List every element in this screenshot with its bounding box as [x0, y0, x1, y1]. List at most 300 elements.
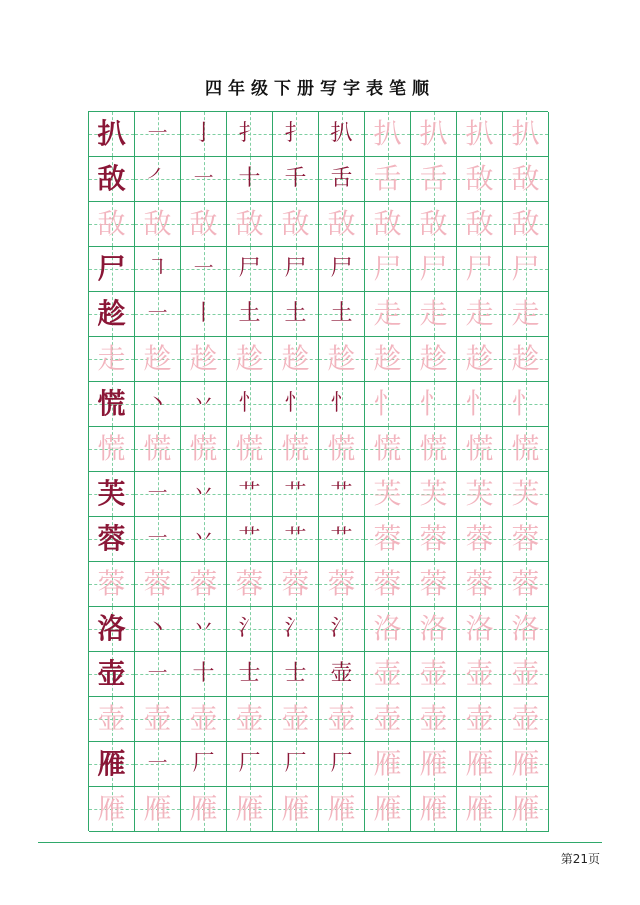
stroke-step: 丶 [146, 616, 169, 641]
grid-cell [457, 607, 503, 652]
grid-cell [365, 247, 411, 292]
grid-cell [227, 382, 273, 427]
stroke-step: ㇐ [192, 166, 215, 191]
stroke-step: 壶 [373, 657, 402, 690]
grid-cell [227, 157, 273, 202]
grid-cell [181, 427, 227, 472]
trace-character: 蓉 [511, 567, 540, 600]
stroke-step: 壶 [330, 661, 353, 686]
trace-character: 敌 [143, 207, 172, 240]
grid-cell [89, 157, 135, 202]
trace-character: 雁 [373, 792, 402, 825]
grid-cell [411, 112, 457, 157]
grid-cell [411, 157, 457, 202]
stroke-step: 尸 [511, 252, 540, 285]
trace-character: 蓉 [419, 567, 448, 600]
stroke-step: 洛 [419, 612, 448, 645]
grid-cell [411, 607, 457, 652]
stroke-step: 洛 [511, 612, 540, 645]
trace-character: 敌 [97, 207, 126, 240]
trace-character: 趁 [281, 342, 310, 375]
grid-cell [273, 157, 319, 202]
stroke-step: ㇐ [146, 526, 169, 551]
grid-cell [89, 427, 135, 472]
stroke-step: 厂 [284, 751, 307, 776]
trace-character: 蓉 [189, 567, 218, 600]
grid-cell [503, 337, 549, 382]
grid-cell [503, 202, 549, 247]
practice-character: 芙 [97, 477, 126, 510]
grid-cell [365, 742, 411, 787]
grid-cell [273, 652, 319, 697]
stroke-step: 舌 [373, 162, 402, 195]
trace-character: 慌 [189, 432, 218, 465]
stroke-step: 洛 [465, 612, 494, 645]
grid-cell [89, 382, 135, 427]
stroke-step: 艹 [238, 481, 261, 506]
grid-cell [89, 202, 135, 247]
stroke-step: 蓉 [465, 522, 494, 555]
stroke-step: 蓉 [373, 522, 402, 555]
trace-character: 雁 [511, 792, 540, 825]
grid-cell [273, 202, 319, 247]
grid-cell [365, 652, 411, 697]
practice-character: 慌 [97, 387, 126, 420]
grid-cell [181, 742, 227, 787]
grid-cell [319, 292, 365, 337]
grid-cell [411, 337, 457, 382]
grid-cell [411, 247, 457, 292]
trace-character: 趁 [465, 342, 494, 375]
grid-cell [181, 157, 227, 202]
grid-cell [273, 292, 319, 337]
grid-cell [503, 697, 549, 742]
stroke-step: 洛 [373, 612, 402, 645]
grid-cell [411, 472, 457, 517]
grid-cell [135, 697, 181, 742]
stroke-step: 敌 [511, 162, 540, 195]
grid-cell [227, 742, 273, 787]
grid-cell [89, 562, 135, 607]
grid-cell [319, 787, 365, 832]
grid-cell [135, 157, 181, 202]
trace-character: 趁 [189, 342, 218, 375]
grid-cell [273, 247, 319, 292]
stroke-step: 忄 [511, 387, 540, 420]
grid-cell [457, 742, 503, 787]
stroke-step: 厂 [238, 751, 261, 776]
stroke-step: ㇐ [146, 121, 169, 146]
stroke-step: 芙 [419, 477, 448, 510]
page-number: 第21页 [560, 852, 600, 866]
grid-cell [273, 562, 319, 607]
grid-cell [181, 607, 227, 652]
stroke-step: 艹 [284, 481, 307, 506]
trace-character: 趁 [327, 342, 356, 375]
footer-divider [38, 842, 602, 843]
grid-cell [273, 472, 319, 517]
stroke-step: 壶 [511, 657, 540, 690]
grid-cell [457, 697, 503, 742]
grid-cell [89, 697, 135, 742]
trace-character: 壶 [97, 702, 126, 735]
grid-cell [457, 562, 503, 607]
grid-cell [227, 337, 273, 382]
grid-cell [227, 697, 273, 742]
grid-cell [319, 742, 365, 787]
trace-character: 壶 [373, 702, 402, 735]
grid-cell [457, 382, 503, 427]
stroke-step: 扒 [419, 117, 448, 150]
grid-cell [181, 562, 227, 607]
grid-cell [503, 382, 549, 427]
grid-cell [273, 787, 319, 832]
grid-cell [273, 697, 319, 742]
trace-character: 蓉 [281, 567, 310, 600]
trace-character: 慌 [373, 432, 402, 465]
grid-cell [319, 247, 365, 292]
grid-cell [411, 517, 457, 562]
grid-cell [319, 202, 365, 247]
stroke-step: 氵 [330, 616, 353, 641]
grid-cell [319, 472, 365, 517]
trace-character: 敌 [235, 207, 264, 240]
grid-cell [181, 697, 227, 742]
grid-cell [273, 382, 319, 427]
trace-character: 趁 [235, 342, 264, 375]
stroke-step: 土 [330, 301, 353, 326]
grid-cell [181, 112, 227, 157]
trace-character: 蓉 [465, 567, 494, 600]
trace-character: 雁 [235, 792, 264, 825]
grid-cell [135, 247, 181, 292]
stroke-step: 扒 [330, 121, 353, 146]
trace-character: 趁 [373, 342, 402, 375]
grid-cell [503, 112, 549, 157]
trace-character: 壶 [189, 702, 218, 735]
stroke-step: 蓉 [419, 522, 448, 555]
grid-cell [503, 517, 549, 562]
grid-cell [503, 562, 549, 607]
grid-cell [503, 292, 549, 337]
stroke-step: 舌 [330, 166, 353, 191]
grid-cell [273, 337, 319, 382]
grid-cell [181, 472, 227, 517]
grid-cell [457, 337, 503, 382]
grid-cell [411, 562, 457, 607]
grid-cell [181, 337, 227, 382]
grid-cell [181, 787, 227, 832]
grid-cell [457, 247, 503, 292]
trace-character: 蓉 [235, 567, 264, 600]
grid-cell [227, 652, 273, 697]
stroke-step: 丷 [192, 391, 215, 416]
grid-cell [503, 607, 549, 652]
grid-cell [457, 202, 503, 247]
grid-cell [457, 787, 503, 832]
stroke-step: 艹 [238, 526, 261, 551]
grid-cell [457, 292, 503, 337]
grid-cell [411, 202, 457, 247]
trace-character: 敌 [419, 207, 448, 240]
stroke-step: 壶 [419, 657, 448, 690]
stroke-step: 扌 [238, 121, 261, 146]
grid-cell [181, 202, 227, 247]
stroke-step: 千 [284, 166, 307, 191]
grid-cell [273, 427, 319, 472]
trace-character: 慌 [281, 432, 310, 465]
trace-character: 雁 [327, 792, 356, 825]
trace-character: 蓉 [327, 567, 356, 600]
stroke-step: 尸 [419, 252, 448, 285]
stroke-step: 厂 [330, 751, 353, 776]
trace-character: 壶 [511, 702, 540, 735]
trace-character: 雁 [465, 792, 494, 825]
stroke-step: 艹 [330, 526, 353, 551]
stroke-step: 土 [238, 301, 261, 326]
grid-cell [411, 742, 457, 787]
stroke-step: ㇐ [146, 481, 169, 506]
grid-cell [227, 607, 273, 652]
stroke-step: ㇐ [146, 301, 169, 326]
grid-cell [319, 112, 365, 157]
grid-cell [457, 112, 503, 157]
grid-cell [365, 202, 411, 247]
trace-character: 雁 [281, 792, 310, 825]
stroke-step: 雁 [511, 747, 540, 780]
stroke-step: ㇐ [192, 256, 215, 281]
grid-cell [227, 247, 273, 292]
trace-character: 慌 [419, 432, 448, 465]
trace-character: 壶 [465, 702, 494, 735]
stroke-step: 土 [284, 301, 307, 326]
grid-cell [411, 652, 457, 697]
stroke-step: 尸 [373, 252, 402, 285]
stroke-step: 士 [284, 661, 307, 686]
trace-character: 壶 [419, 702, 448, 735]
grid-cell [365, 562, 411, 607]
grid-cell [135, 562, 181, 607]
stroke-step: 忄 [373, 387, 402, 420]
stroke-step: 雁 [373, 747, 402, 780]
trace-character: 趁 [419, 342, 448, 375]
grid-cell [89, 337, 135, 382]
stroke-step: 丷 [192, 481, 215, 506]
grid-cell [411, 787, 457, 832]
stroke-step: 蓉 [511, 522, 540, 555]
stroke-step: 走 [511, 297, 540, 330]
stroke-step: 走 [419, 297, 448, 330]
stroke-step: 亅 [192, 121, 215, 146]
trace-character: 壶 [235, 702, 264, 735]
trace-character: 敌 [465, 207, 494, 240]
stroke-order-grid [88, 111, 548, 831]
trace-character: 雁 [97, 792, 126, 825]
grid-cell [89, 247, 135, 292]
practice-character: 壶 [97, 657, 126, 690]
grid-cell [365, 472, 411, 517]
grid-cell [457, 517, 503, 562]
stroke-step: ㇐ [146, 751, 169, 776]
grid-cell [135, 382, 181, 427]
grid-cell [181, 292, 227, 337]
stroke-step: 扒 [465, 117, 494, 150]
practice-character: 扒 [97, 117, 126, 150]
trace-character: 壶 [327, 702, 356, 735]
stroke-step: 十 [192, 661, 215, 686]
trace-character: 敌 [373, 207, 402, 240]
trace-character: 敌 [511, 207, 540, 240]
grid-cell [135, 787, 181, 832]
grid-cell [319, 157, 365, 202]
stroke-step: ㇐ [146, 661, 169, 686]
trace-character: 慌 [511, 432, 540, 465]
practice-character: 尸 [97, 252, 126, 285]
practice-character: 趁 [97, 297, 126, 330]
grid-cell [319, 562, 365, 607]
stroke-step: 忄 [284, 391, 307, 416]
grid-cell [227, 472, 273, 517]
grid-cell [273, 742, 319, 787]
practice-character: 敌 [97, 162, 126, 195]
grid-cell [181, 517, 227, 562]
grid-cell [319, 517, 365, 562]
stroke-step: 氵 [238, 616, 261, 641]
grid-cell [319, 697, 365, 742]
stroke-step: 芙 [511, 477, 540, 510]
grid-cell [319, 382, 365, 427]
grid-cell [365, 112, 411, 157]
stroke-step: 艹 [330, 481, 353, 506]
grid-cell [503, 652, 549, 697]
grid-cell [411, 382, 457, 427]
trace-character: 雁 [143, 792, 172, 825]
grid-cell [365, 697, 411, 742]
stroke-step: 走 [373, 297, 402, 330]
grid-cell [365, 292, 411, 337]
stroke-step: 尸 [238, 256, 261, 281]
grid-cell [503, 742, 549, 787]
stroke-step: ㇒ [146, 166, 169, 191]
grid-cell [227, 787, 273, 832]
stroke-step: ㇕ [146, 256, 169, 281]
grid-cell [89, 472, 135, 517]
grid-cell [457, 472, 503, 517]
stroke-step: 丨 [192, 301, 215, 326]
grid-cell [135, 742, 181, 787]
trace-character: 蓉 [97, 567, 126, 600]
grid-cell [181, 382, 227, 427]
grid-cell [135, 472, 181, 517]
stroke-step: 厂 [192, 751, 215, 776]
grid-cell [135, 607, 181, 652]
grid-cell [135, 427, 181, 472]
stroke-step: 忄 [419, 387, 448, 420]
grid-cell [273, 112, 319, 157]
grid-cell [503, 157, 549, 202]
trace-character: 慌 [235, 432, 264, 465]
stroke-step: 丷 [192, 526, 215, 551]
grid-cell [89, 517, 135, 562]
stroke-step: 雁 [419, 747, 448, 780]
stroke-step: 忄 [330, 391, 353, 416]
page-title: 四年级下册写字表笔顺 [205, 79, 435, 99]
grid-cell [89, 652, 135, 697]
grid-cell [273, 517, 319, 562]
stroke-step: 尸 [465, 252, 494, 285]
grid-cell [319, 607, 365, 652]
grid-cell [89, 292, 135, 337]
stroke-step: 尸 [284, 256, 307, 281]
trace-character: 蓉 [143, 567, 172, 600]
trace-character: 走 [97, 342, 126, 375]
grid-cell [227, 202, 273, 247]
stroke-step: 扒 [511, 117, 540, 150]
grid-cell [365, 517, 411, 562]
grid-cell [135, 112, 181, 157]
grid-cell [181, 652, 227, 697]
grid-cell [227, 562, 273, 607]
stroke-step: 壶 [465, 657, 494, 690]
practice-character: 洛 [97, 612, 126, 645]
stroke-step: 敌 [465, 162, 494, 195]
grid-cell [457, 652, 503, 697]
trace-character: 慌 [143, 432, 172, 465]
grid-cell [319, 652, 365, 697]
grid-cell [457, 157, 503, 202]
grid-cell [89, 787, 135, 832]
stroke-step: 尸 [330, 256, 353, 281]
stroke-step: 走 [465, 297, 494, 330]
grid-cell [365, 337, 411, 382]
trace-character: 敌 [189, 207, 218, 240]
grid-cell [365, 607, 411, 652]
stroke-step: 舌 [419, 162, 448, 195]
stroke-step: 十 [238, 166, 261, 191]
grid-cell [503, 247, 549, 292]
grid-cell [135, 292, 181, 337]
stroke-step: 艹 [284, 526, 307, 551]
grid-cell [135, 652, 181, 697]
grid-cell [135, 337, 181, 382]
grid-cell [365, 787, 411, 832]
stroke-step: 丷 [192, 616, 215, 641]
grid-cell [411, 427, 457, 472]
practice-character: 雁 [97, 747, 126, 780]
stroke-step: 忄 [238, 391, 261, 416]
grid-cell [319, 427, 365, 472]
grid-cell [457, 427, 503, 472]
grid-cell [503, 472, 549, 517]
stroke-step: 扒 [373, 117, 402, 150]
trace-character: 慌 [327, 432, 356, 465]
trace-character: 敌 [327, 207, 356, 240]
trace-character: 慌 [97, 432, 126, 465]
trace-character: 雁 [189, 792, 218, 825]
grid-cell [365, 157, 411, 202]
stroke-step: 丶 [146, 391, 169, 416]
grid-cell [227, 292, 273, 337]
grid-cell [411, 292, 457, 337]
grid-cell [227, 112, 273, 157]
trace-character: 壶 [143, 702, 172, 735]
trace-character: 敌 [281, 207, 310, 240]
grid-cell [227, 427, 273, 472]
grid-cell [365, 427, 411, 472]
grid-cell [181, 247, 227, 292]
grid-cell [89, 742, 135, 787]
grid-cell [503, 427, 549, 472]
